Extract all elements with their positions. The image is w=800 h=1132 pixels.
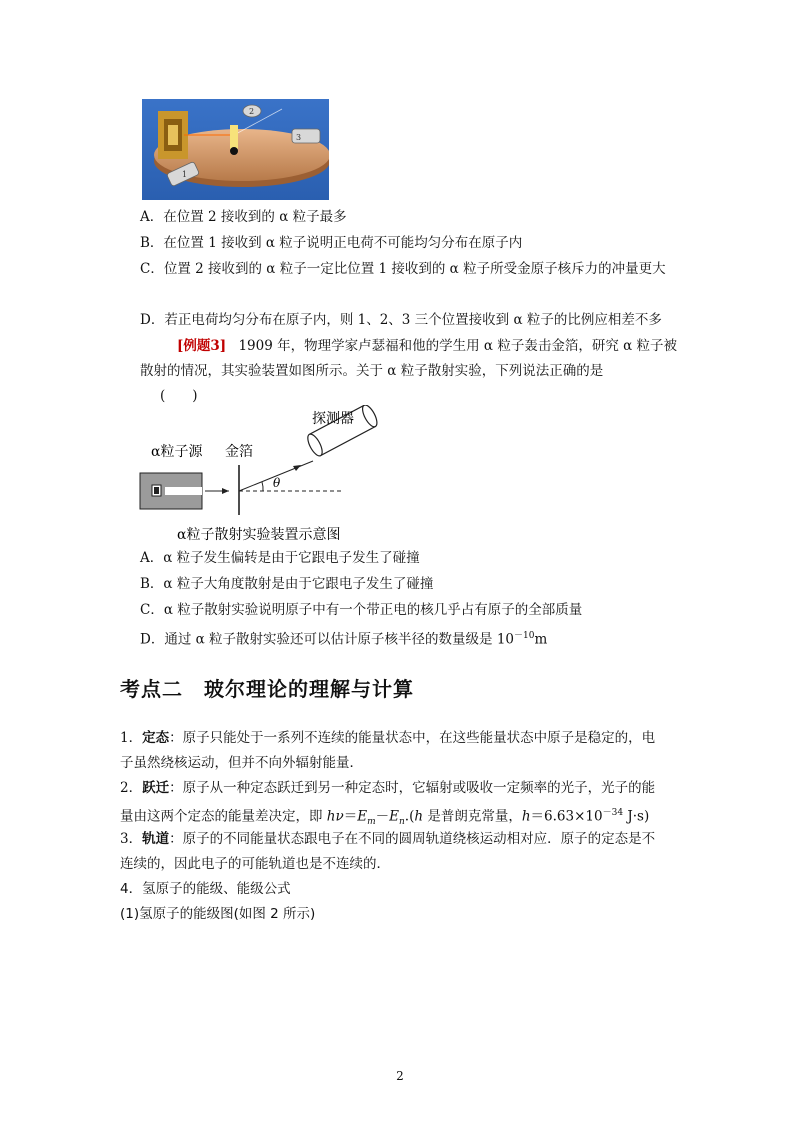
angle-label: θ [273, 476, 281, 490]
planck-exponent: －34 [602, 808, 624, 818]
planck-constant: ＝6.63×10 [530, 808, 603, 825]
scattering-apparatus-figure [142, 99, 329, 200]
option-d-2-unit: m [534, 631, 548, 648]
page-number: 2 [396, 1069, 404, 1083]
foil-label: 金箔 [225, 444, 253, 460]
point-1-line1 [120, 728, 655, 748]
detector-1-label: 1 [182, 170, 188, 179]
source-label: α粒子源 [151, 444, 203, 460]
formula-nu: ν [335, 808, 344, 825]
point-3-line2: 连续的，因此电子的可能轨道也是不连续的． [120, 856, 390, 872]
point-3-line1 [120, 829, 655, 849]
option-a-1: A．在位置 2 接收到的 α 粒子最多 [140, 209, 347, 225]
option-c-1: C．位置 2 接收到的 α 粒子一定比位置 1 接收到的 α 粒子所受金原子核斥力的冲量更大 [140, 261, 666, 277]
point-2-line2 [120, 803, 649, 832]
formula-h2: h [414, 808, 424, 825]
point-2-line1 [120, 778, 655, 798]
point-2-term: 跃迁 [142, 780, 170, 796]
example3-line1 [177, 336, 677, 356]
option-c-2: C．α 粒子散射实验说明原子中有一个带正电的核几乎占有原子的全部质量 [140, 602, 583, 618]
point-3-term: 轨道 [142, 831, 170, 847]
option-d-2-exponent: －10 [514, 631, 535, 641]
point-1-text: ：原子只能处于一系列不连续的能量状态中，在这些能量状态中原子是稳定的，电 [169, 730, 656, 746]
formula-h: h [326, 808, 336, 825]
detector-2-label: 2 [249, 107, 255, 116]
option-b-2: B．α 粒子大角度散射是由于它跟电子发生了碰撞 [140, 576, 434, 592]
point-2-num: 2． [120, 780, 143, 796]
example3-tag: [例题3] [177, 338, 227, 354]
point-1-term: 定态 [142, 730, 170, 746]
option-d-1: D．若正电荷均匀分布在原子内，则 1、2、3 三个位置接收到 α 粒子的比例应相差不多 [140, 312, 662, 328]
option-d-2-text: D．通过 α 粒子散射实验还可以估计原子核半径的数量级是 10 [140, 631, 514, 648]
formula-eq: ＝ [343, 808, 358, 825]
option-d-2 [140, 626, 547, 650]
formula-h3: h [521, 808, 531, 825]
point-2-text: ：原子从一种定态跃迁到另一种定态时，它辐射或吸收一定频率的光子，光子的能 [169, 780, 656, 796]
point-4: 4．氢原子的能级、能级公式 [120, 881, 291, 897]
detector-label: 探测器 [312, 411, 354, 427]
point-2-text2a: 量由这两个定态的能量差决定，即 [120, 808, 327, 825]
formula-n: n [398, 817, 405, 828]
point-3-text: ：原子的不同能量状态跟电子在不同的圆周轨道绕核运动相对应．原子的定态是不 [169, 831, 656, 847]
scattering-schematic-figure [125, 405, 395, 545]
formula-minus: － [375, 808, 390, 825]
point-5: (1)氢原子的能级图(如图 2 所示) [120, 906, 316, 922]
formula-em: E [357, 808, 368, 825]
example3-line3: ( ) [160, 388, 198, 404]
figure2-caption: α粒子散射实验装置示意图 [177, 527, 341, 543]
example3-text1: 1909 年，物理学家卢瑟福和他的学生用 α 粒子轰击金箔，研究 α 粒子被 [238, 338, 678, 354]
point-3-num: 3． [120, 831, 143, 847]
detector-3-label: 3 [296, 133, 302, 142]
formula-m: m [367, 817, 376, 828]
formula-en: E [389, 808, 399, 825]
option-a-2: A．α 粒子发生偏转是由于它跟电子发生了碰撞 [140, 550, 420, 566]
point-2-text2b: .( [404, 808, 415, 825]
section-title: 考点二 玻尔理论的理解与计算 [120, 677, 414, 701]
point-1-line2: 子虽然绕核运动，但并不向外辐射能量． [120, 755, 363, 771]
planck-unit: J·s) [623, 808, 650, 825]
point-2-text2c: 是普朗克常量， [423, 808, 522, 825]
point-1-num: 1． [120, 730, 143, 746]
example3-line2: 散射的情况，其实验装置如图所示。关于 α 粒子散射实验，下列说法正确的是 [140, 363, 604, 379]
option-b-1: B．在位置 1 接收到 α 粒子说明正电荷不可能均匀分布在原子内 [140, 235, 523, 251]
